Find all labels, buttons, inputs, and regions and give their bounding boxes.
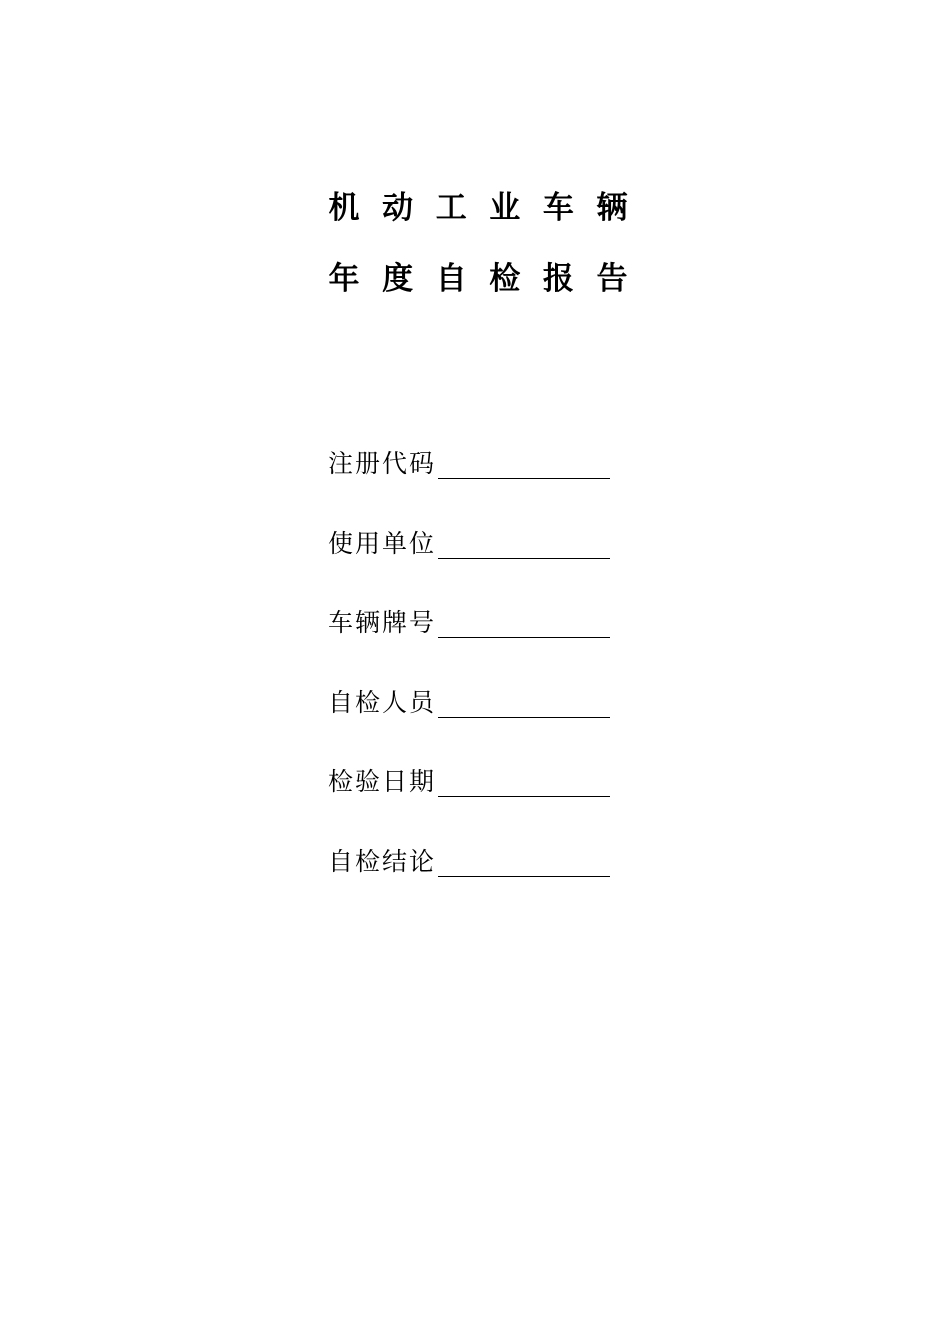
title-char: 度: [382, 261, 414, 297]
field-label: 车辆牌号: [328, 608, 437, 637]
field-label: 注册代码: [328, 449, 437, 478]
title-char: 车: [542, 190, 574, 226]
title-char: 检: [489, 261, 521, 297]
inspection-date-blank[interactable]: [438, 770, 610, 797]
title-char: 自: [435, 261, 467, 297]
title-char: 动: [382, 190, 414, 226]
title-char: 工: [435, 190, 467, 226]
field-label: 检验日期: [328, 767, 437, 796]
title-char: 辆: [596, 190, 628, 226]
field-inspection-date: [328, 766, 610, 798]
title-char: 年: [328, 261, 360, 297]
conclusion-blank[interactable]: [438, 850, 610, 877]
field-plate-number: [328, 607, 610, 639]
title-char: 业: [489, 190, 521, 226]
field-registration-code: [328, 448, 610, 480]
title-char: 报: [542, 261, 574, 297]
report-title-line-2: [328, 259, 628, 299]
inspector-blank[interactable]: [438, 691, 610, 718]
field-user-unit: [328, 528, 610, 560]
field-label: 自检人员: [328, 688, 437, 717]
user-unit-blank[interactable]: [438, 532, 610, 559]
field-label: 使用单位: [328, 529, 437, 558]
title-char: 机: [328, 190, 360, 226]
report-title-line-1: [328, 188, 628, 228]
title-char: 告: [596, 261, 628, 297]
registration-code-blank[interactable]: [438, 452, 610, 479]
plate-number-blank[interactable]: [438, 611, 610, 638]
field-inspector: [328, 687, 610, 719]
field-label: 自检结论: [328, 847, 437, 876]
field-conclusion: [328, 846, 610, 878]
